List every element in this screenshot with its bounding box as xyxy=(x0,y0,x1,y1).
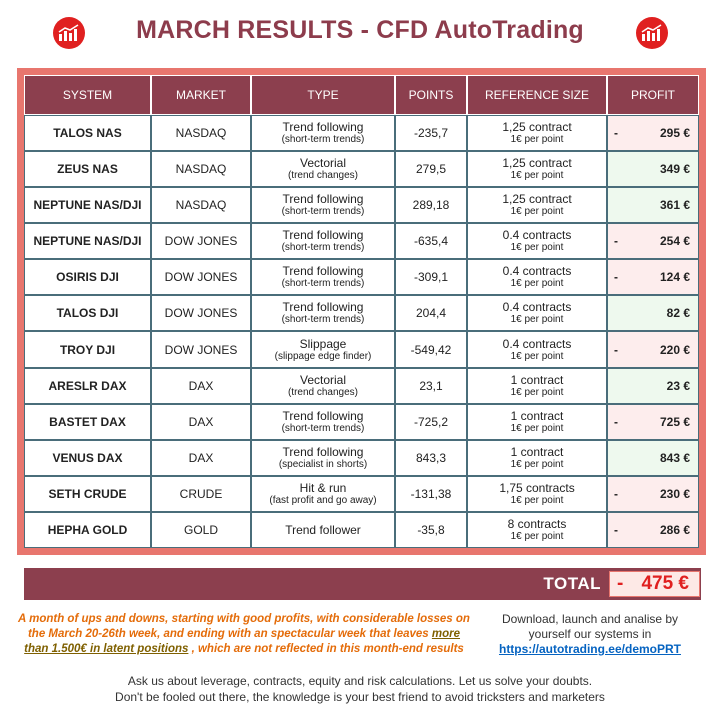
total-value-box xyxy=(609,571,700,597)
type-main: Trend following xyxy=(282,408,364,423)
cell-type xyxy=(251,440,395,476)
profit-sign: - xyxy=(614,342,618,357)
cell-reference-size xyxy=(467,440,607,476)
table-row xyxy=(24,115,699,151)
profit-value: 295 € xyxy=(659,126,690,141)
size-main: 1 contract xyxy=(510,444,564,459)
cell-system: TALOS DJI xyxy=(24,295,151,331)
summary-highlight: more than 1.500€ in latent positions xyxy=(24,628,461,655)
header-points: POINTS xyxy=(395,75,467,115)
cell-system: ZEUS NAS xyxy=(24,151,151,187)
header-market: MARKET xyxy=(151,75,251,115)
cell-type xyxy=(251,295,395,331)
type-sub: (fast profit and go away) xyxy=(269,494,377,506)
cell-points: 279,5 xyxy=(395,151,467,187)
cell-profit xyxy=(607,295,699,331)
table-row xyxy=(24,259,699,295)
cell-market: DOW JONES xyxy=(151,223,251,259)
cell-points: -549,42 xyxy=(395,331,467,367)
header-reference-size: REFERENCE SIZE xyxy=(467,75,607,115)
size-main: 1,25 contract xyxy=(502,192,572,207)
total-sign: - xyxy=(617,573,624,594)
cell-system: NEPTUNE NAS/DJI xyxy=(24,187,151,223)
month-summary-note xyxy=(18,612,470,657)
cell-profit xyxy=(607,259,699,295)
cell-points: -309,1 xyxy=(395,259,467,295)
size-main: 1,25 contract xyxy=(502,120,572,135)
cell-market: GOLD xyxy=(151,512,251,548)
profit-value: 254 € xyxy=(659,234,690,249)
cell-profit xyxy=(607,404,699,440)
cell-market: DAX xyxy=(151,368,251,404)
type-sub: (short-term trends) xyxy=(281,314,365,326)
cell-profit xyxy=(607,115,699,151)
total-label: TOTAL xyxy=(543,574,601,593)
size-main: 1 contract xyxy=(510,408,564,423)
profit-sign: - xyxy=(614,486,618,501)
profit-value: 349 € xyxy=(659,162,690,177)
table-row xyxy=(24,368,699,404)
type-sub: (slippage edge finder) xyxy=(274,350,372,362)
cell-points: 843,3 xyxy=(395,440,467,476)
size-main: 0.4 contracts xyxy=(502,264,572,279)
profit-value: 361 € xyxy=(659,198,690,213)
table-row xyxy=(24,295,699,331)
type-sub: (short-term trends) xyxy=(281,134,365,146)
footer-line-1: Ask us about leverage, contracts, equity and risk calculations. Let us solve your doubts. xyxy=(127,674,593,688)
type-sub: (short-term trends) xyxy=(281,422,365,434)
cell-market: CRUDE xyxy=(151,476,251,512)
size-sub: 1€ per point xyxy=(510,530,564,542)
cell-points: 289,18 xyxy=(395,187,467,223)
table-row xyxy=(24,331,699,367)
cell-type xyxy=(251,259,395,295)
type-main: Slippage xyxy=(299,336,347,351)
footer-line-2: Don't be fooled out there, the knowledge is your best friend to avoid tricksters and marketers xyxy=(115,690,605,704)
profit-value: 230 € xyxy=(659,486,690,501)
profit-sign: - xyxy=(614,270,618,285)
size-main: 0.4 contracts xyxy=(502,228,572,243)
cell-reference-size xyxy=(467,404,607,440)
table-row xyxy=(24,187,699,223)
cell-points: 204,4 xyxy=(395,295,467,331)
type-main: Trend following xyxy=(282,120,364,135)
cell-type xyxy=(251,404,395,440)
summary-text-part2: , which are not reflected in this month-end results xyxy=(188,643,464,655)
cell-profit xyxy=(607,151,699,187)
type-sub: (specialist in shorts) xyxy=(278,458,368,470)
size-sub: 1€ per point xyxy=(510,170,564,182)
summary-text-part1: A month of ups and downs, starting with good profits, with considerable losses on the March 20-26th week, and ending with an spectacular week that leaves xyxy=(18,613,470,640)
cell-reference-size xyxy=(467,295,607,331)
cell-type xyxy=(251,151,395,187)
size-sub: 1€ per point xyxy=(510,386,564,398)
header-profit: PROFIT xyxy=(607,75,699,115)
profit-sign: - xyxy=(614,126,618,141)
cell-type xyxy=(251,368,395,404)
cell-profit xyxy=(607,440,699,476)
cell-profit xyxy=(607,331,699,367)
profit-value: 843 € xyxy=(659,450,690,465)
profit-value: 124 € xyxy=(659,270,690,285)
size-sub: 1€ per point xyxy=(510,458,564,470)
type-main: Trend following xyxy=(282,228,364,243)
cell-system: OSIRIS DJI xyxy=(24,259,151,295)
type-sub: (trend changes) xyxy=(287,386,359,398)
cell-market: NASDAQ xyxy=(151,115,251,151)
page-title: MARCH RESULTS - CFD AutoTrading xyxy=(136,16,584,44)
size-sub: 1€ per point xyxy=(510,242,564,254)
cell-reference-size xyxy=(467,115,607,151)
cell-market: DAX xyxy=(151,440,251,476)
size-sub: 1€ per point xyxy=(510,134,564,146)
footer-note xyxy=(0,673,720,705)
cell-reference-size xyxy=(467,476,607,512)
cell-reference-size xyxy=(467,512,607,548)
cell-reference-size xyxy=(467,331,607,367)
cell-reference-size xyxy=(467,368,607,404)
cell-type xyxy=(251,187,395,223)
cell-reference-size xyxy=(467,187,607,223)
size-main: 1 contract xyxy=(510,372,564,387)
size-sub: 1€ per point xyxy=(510,278,564,290)
type-main: Hit & run xyxy=(299,480,347,495)
cell-system: HEPHA GOLD xyxy=(24,512,151,548)
cell-system: TALOS NAS xyxy=(24,115,151,151)
cell-type xyxy=(251,512,395,548)
type-main: Vectorial xyxy=(299,372,347,387)
size-sub: 1€ per point xyxy=(510,206,564,218)
cell-points: -725,2 xyxy=(395,404,467,440)
type-main: Trend following xyxy=(282,300,364,315)
type-sub: (trend changes) xyxy=(287,170,359,182)
table-row xyxy=(24,151,699,187)
cell-points: -131,38 xyxy=(395,476,467,512)
table-row xyxy=(24,440,699,476)
type-main: Trend follower xyxy=(285,522,361,537)
header-system: SYSTEM xyxy=(24,75,151,115)
cell-reference-size xyxy=(467,151,607,187)
cell-profit xyxy=(607,476,699,512)
cell-profit xyxy=(607,512,699,548)
cell-market: DOW JONES xyxy=(151,259,251,295)
cell-profit xyxy=(607,223,699,259)
size-main: 8 contracts xyxy=(507,516,567,531)
cell-market: DOW JONES xyxy=(151,331,251,367)
profit-value: 725 € xyxy=(659,414,690,429)
results-table xyxy=(24,75,699,548)
cell-points: -235,7 xyxy=(395,115,467,151)
table-row xyxy=(24,512,699,548)
type-sub: (short-term trends) xyxy=(281,242,365,254)
cell-type xyxy=(251,115,395,151)
total-bar xyxy=(24,568,701,600)
type-main: Trend following xyxy=(282,264,364,279)
cell-profit xyxy=(607,368,699,404)
profit-sign: - xyxy=(614,522,618,537)
demo-link[interactable]: https://autotrading.ee/demoPRT xyxy=(498,642,681,656)
size-sub: 1€ per point xyxy=(510,314,564,326)
profit-value: 220 € xyxy=(659,342,690,357)
size-sub: 1€ per point xyxy=(510,422,564,434)
cell-profit xyxy=(607,187,699,223)
profit-value: 286 € xyxy=(659,522,690,537)
type-sub: (short-term trends) xyxy=(281,206,365,218)
cell-reference-size xyxy=(467,259,607,295)
size-main: 1,75 contracts xyxy=(499,480,575,495)
cell-market: DAX xyxy=(151,404,251,440)
profit-value: 82 € xyxy=(666,306,690,321)
cell-market: NASDAQ xyxy=(151,187,251,223)
cell-points: -635,4 xyxy=(395,223,467,259)
cell-system: ARESLR DAX xyxy=(24,368,151,404)
profit-sign: - xyxy=(614,414,618,429)
cell-system: VENUS DAX xyxy=(24,440,151,476)
header-type: TYPE xyxy=(251,75,395,115)
profit-sign: - xyxy=(614,234,618,249)
table-row xyxy=(24,223,699,259)
cell-points: 23,1 xyxy=(395,368,467,404)
cell-system: BASTET DAX xyxy=(24,404,151,440)
cell-type xyxy=(251,223,395,259)
type-main: Vectorial xyxy=(299,156,347,171)
size-sub: 1€ per point xyxy=(510,494,564,506)
size-main: 0.4 contracts xyxy=(502,336,572,351)
cell-points: -35,8 xyxy=(395,512,467,548)
size-main: 0.4 contracts xyxy=(502,300,572,315)
cell-market: NASDAQ xyxy=(151,151,251,187)
total-value: 475 € xyxy=(641,573,689,594)
size-sub: 1€ per point xyxy=(510,350,564,362)
type-main: Trend following xyxy=(282,192,364,207)
cell-type xyxy=(251,331,395,367)
table-row xyxy=(24,404,699,440)
size-main: 1,25 contract xyxy=(502,156,572,171)
type-sub: (short-term trends) xyxy=(281,278,365,290)
download-text: Download, launch and analise by yourself our systems in xyxy=(501,612,679,641)
table-header-row xyxy=(24,75,699,115)
profit-value: 23 € xyxy=(666,378,690,393)
cell-market: DOW JONES xyxy=(151,295,251,331)
cell-system: SETH CRUDE xyxy=(24,476,151,512)
cell-system: TROY DJI xyxy=(24,331,151,367)
type-main: Trend following xyxy=(282,444,364,459)
cell-system: NEPTUNE NAS/DJI xyxy=(24,223,151,259)
download-note xyxy=(480,612,700,657)
results-table-frame xyxy=(17,68,706,555)
cell-type xyxy=(251,476,395,512)
table-row xyxy=(24,476,699,512)
cell-reference-size xyxy=(467,223,607,259)
